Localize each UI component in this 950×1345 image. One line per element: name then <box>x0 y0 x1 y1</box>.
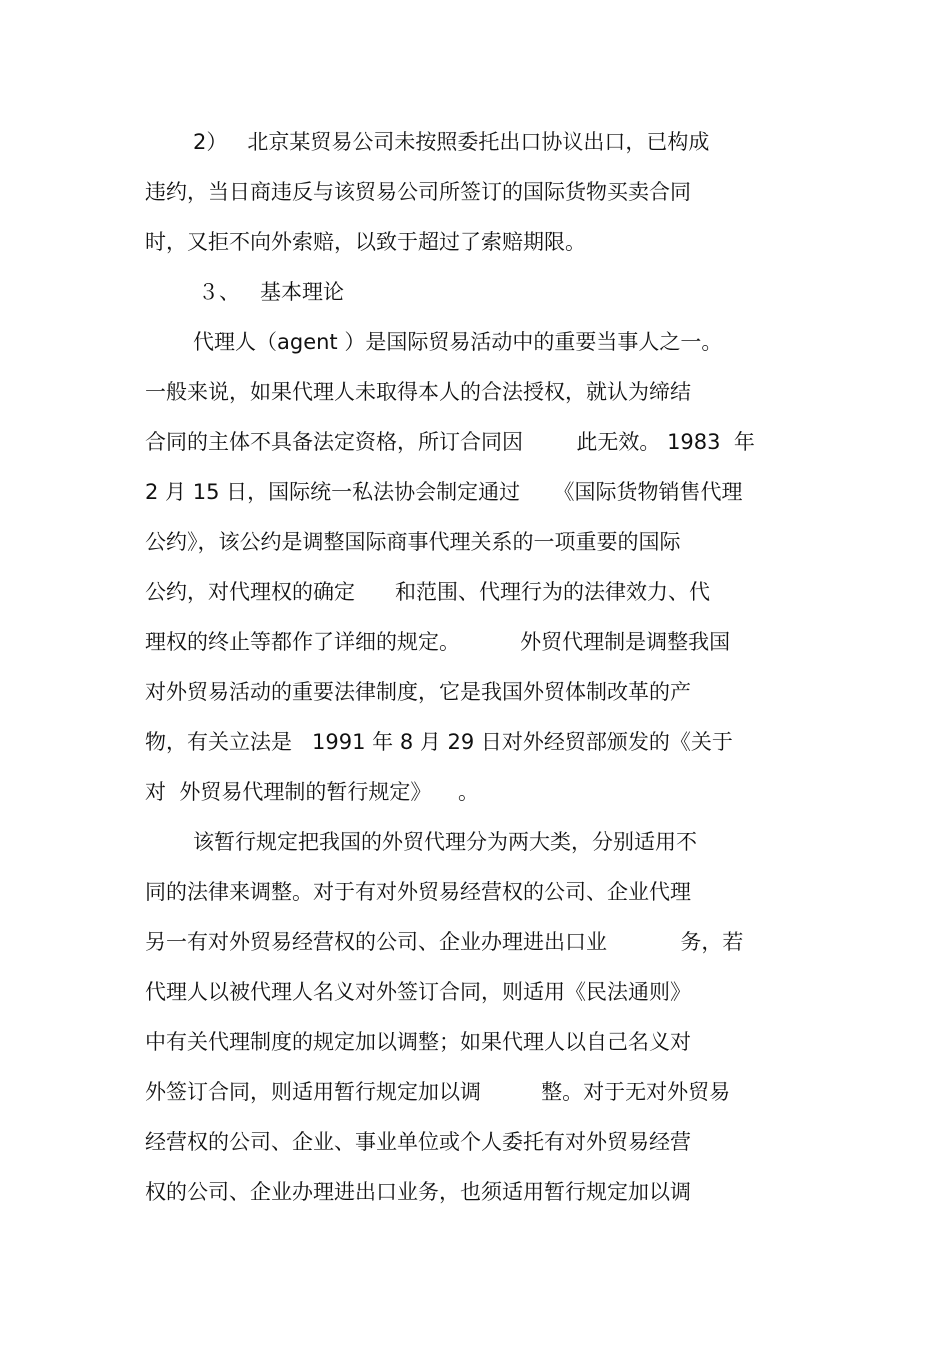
text-line: 外签订合同，则适用暂行规定加以调 整。对于无对外贸易 <box>145 1080 731 1104</box>
text-line: 另一有对外贸易经营权的公司、企业办理进出口业 务，若 <box>145 930 744 954</box>
text-line: 2） 北京某贸易公司未按照委托出口协议出口，已构成 <box>193 130 710 154</box>
text-line: 代理人以被代理人名义对外签订合同，则适用《民法通则》 <box>145 980 691 1004</box>
text-line: 同的法律来调整。对于有对外贸易经营权的公司、企业代理 <box>145 880 691 904</box>
section-heading: ３、 基本理论 <box>198 280 345 304</box>
text-line: 该暂行规定把我国的外贸代理分为两大类，分别适用不 <box>193 830 697 854</box>
text-line: 权的公司、企业办理进出口业务，也须适用暂行规定加以调 <box>145 1180 691 1204</box>
text-line: 对外贸易活动的重要法律制度，它是我国外贸体制改革的产 <box>145 680 691 704</box>
text-line: 中有关代理制度的规定加以调整；如果代理人以自己名义对 <box>145 1030 691 1054</box>
text-line: 一般来说，如果代理人未取得本人的合法授权，就认为缔结 <box>145 380 691 404</box>
text-line: 公约》，该公约是调整国际商事代理关系的一项重要的国际 <box>145 530 681 554</box>
text-line: 公约，对代理权的确定 和范围、代理行为的法律效力、代 <box>145 580 711 604</box>
text-line: 对 外贸易代理制的暂行规定》 。 <box>145 780 480 804</box>
text-line: 代理人（agent ）是国际贸易活动中的重要当事人之一。 <box>193 330 723 354</box>
text-line: 合同的主体不具备法定资格，所订合同因 此无效。 1983 年 <box>145 430 755 454</box>
text-line: 物，有关立法是 1991 年 8 月 29 日对外经贸部颁发的《关于 <box>145 730 733 754</box>
text-line: 违约，当日商违反与该贸易公司所签订的国际货物买卖合同 <box>145 180 691 204</box>
text-line: 理权的终止等都作了详细的规定。 外贸代理制是调整我国 <box>145 630 731 654</box>
text-line: 时，又拒不向外索赔，以致于超过了索赔期限。 <box>145 230 586 254</box>
text-line: 经营权的公司、企业、事业单位或个人委托有对外贸易经营 <box>145 1130 691 1154</box>
text-line: 2 月 15 日，国际统一私法协会制定通过 《国际货物销售代理 <box>145 480 743 504</box>
